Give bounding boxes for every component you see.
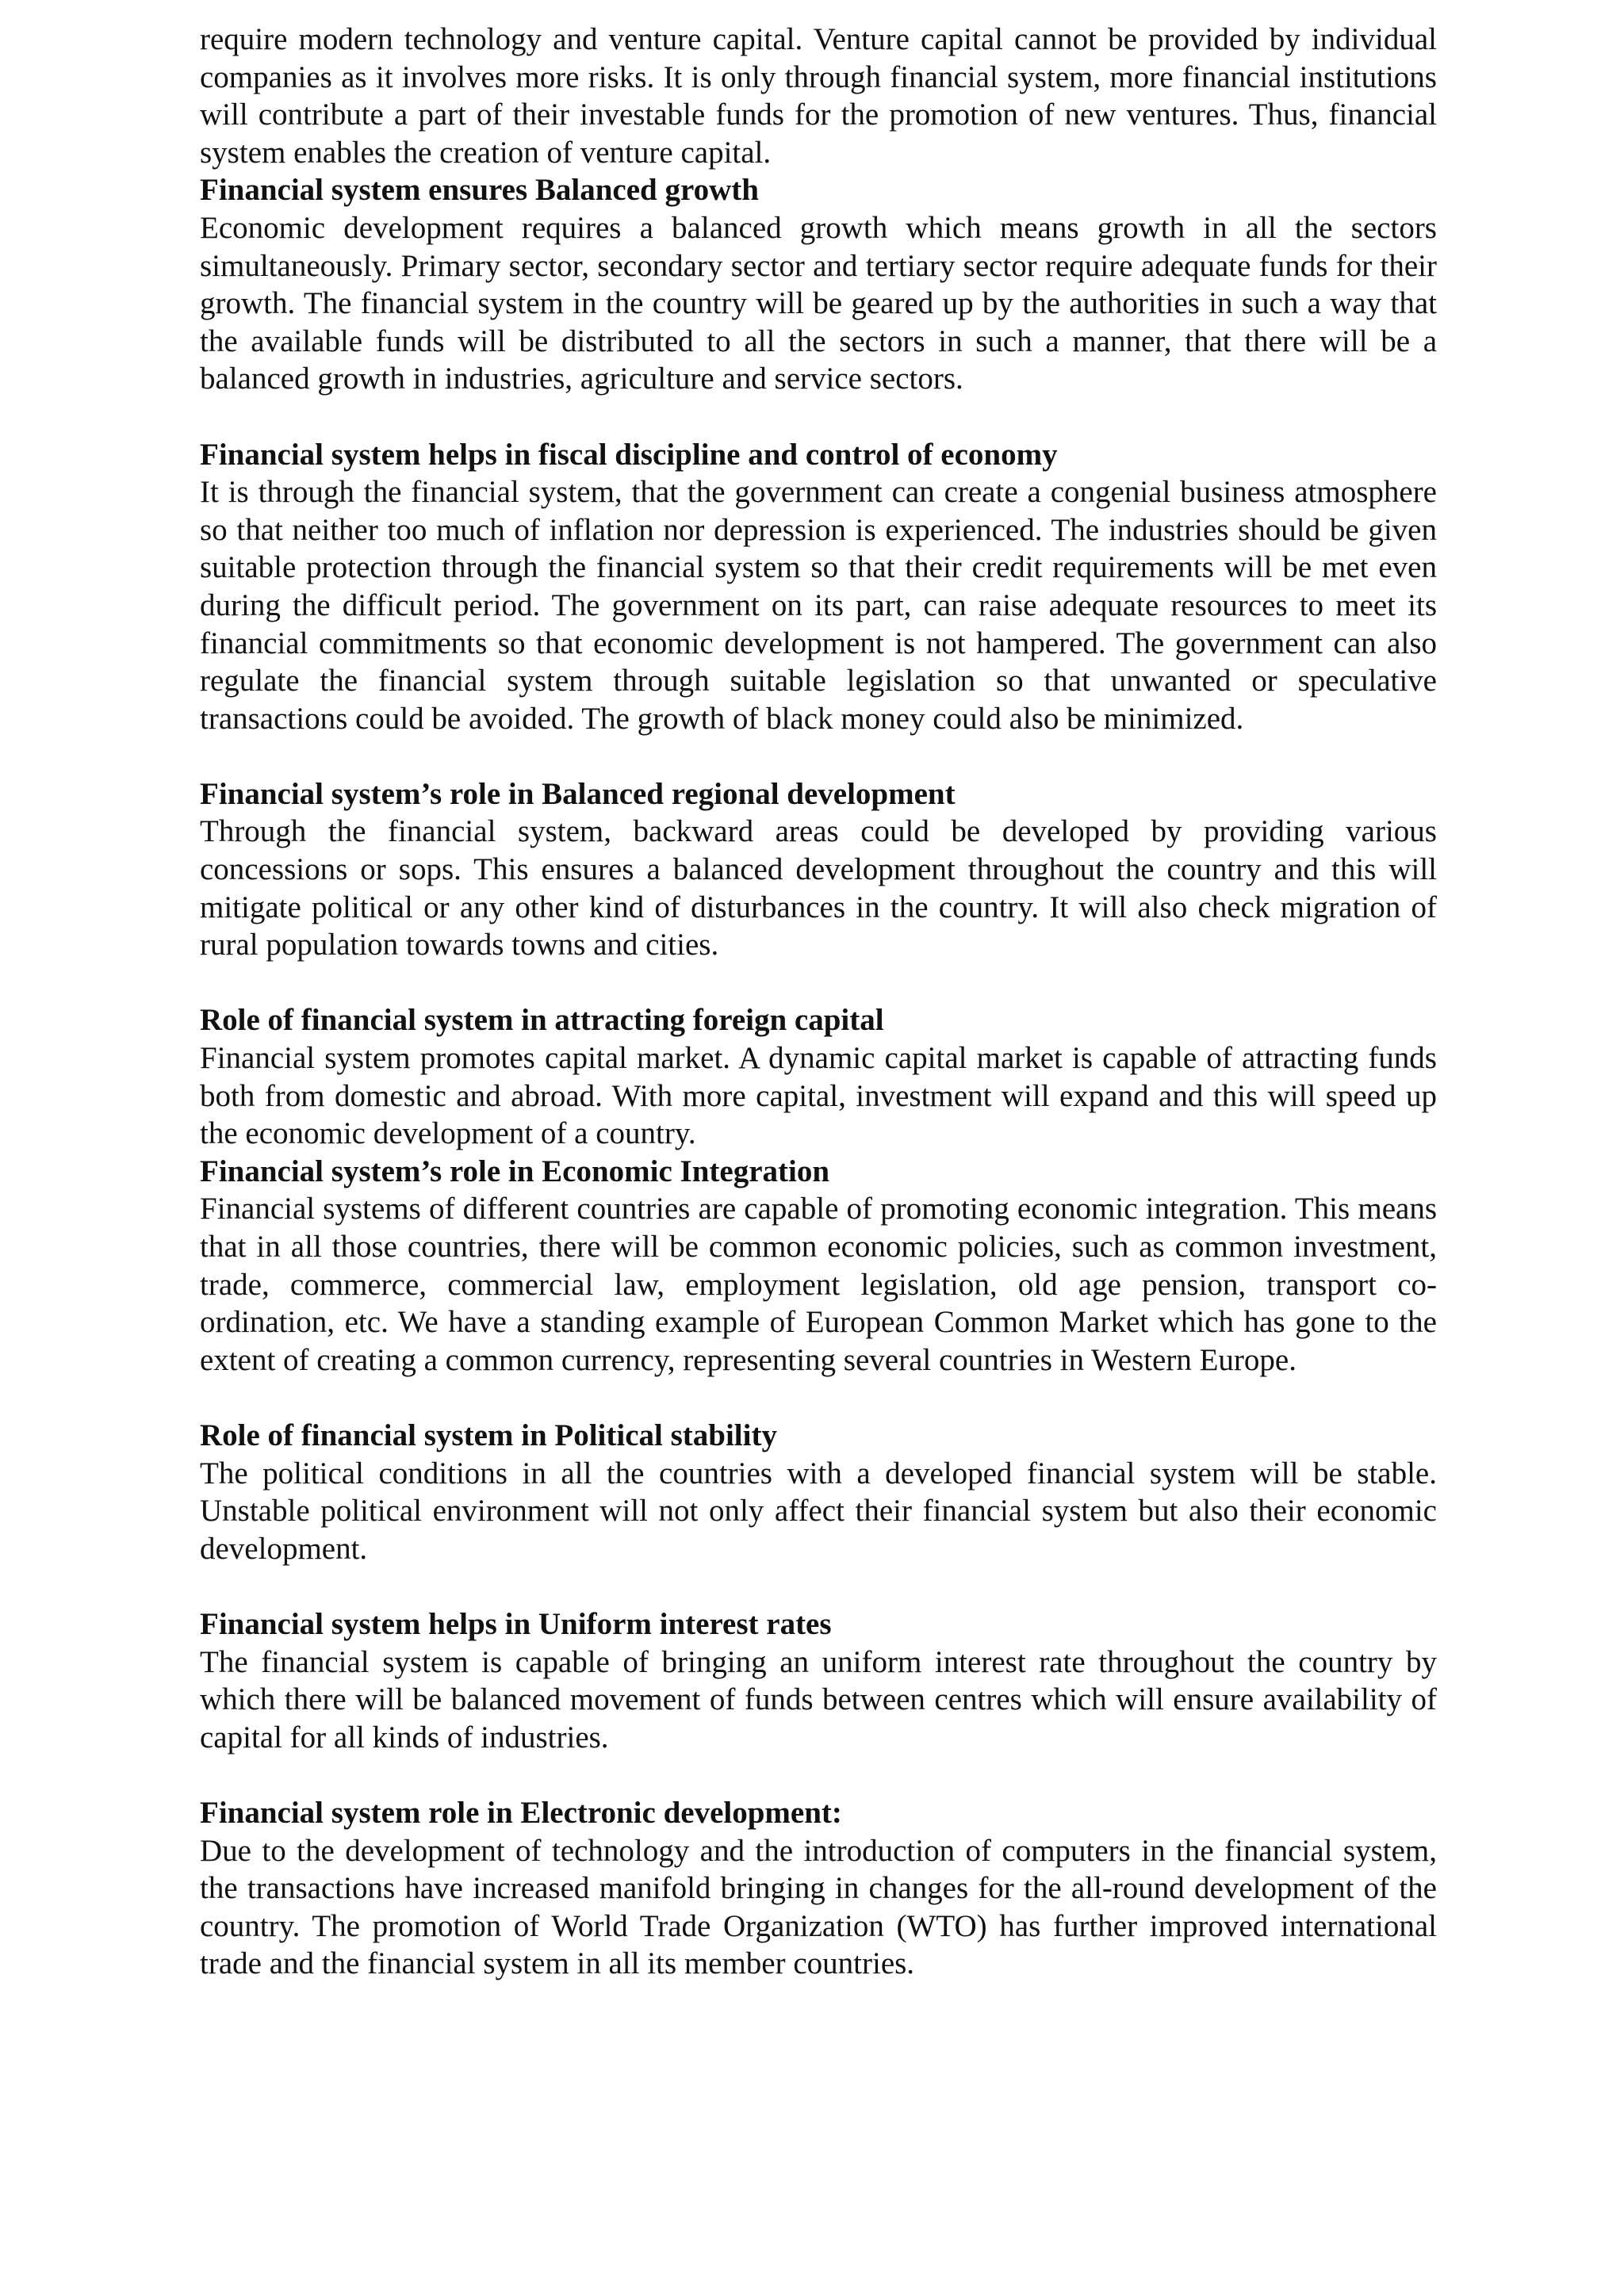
section-fiscal-discipline (200, 436, 1437, 738)
section-heading: Financial system ensures Balanced growth (200, 173, 759, 208)
section-body: Financial system promotes capital market. A dynamic capital market is capable of attracting funds both from domestic and abroad. With more capital, investment will expand and this will speed up the economic development of a country. (200, 1041, 1437, 1151)
document-page (200, 21, 1437, 1983)
section-body: Economic development requires a balanced growth which means growth in all the sectors simultaneously. Primary sector, secondary sector and tertiary sector require adequate funds for their growth. The financial system in the country will be geared up by the authorities in such a way that the available funds will be distributed to all the sectors in such a manner, that there will be a balanced growth in industries, agriculture and service sectors. (200, 210, 1437, 396)
section-balanced-growth (200, 171, 1437, 398)
section-heading: Role of financial system in attracting foreign capital (200, 1003, 884, 1038)
section-body: The political conditions in all the countries with a developed financial system will be stable. Unstable political environment will not only affect their financial system but also their economic development. (200, 1456, 1437, 1566)
section-body: Through the financial system, backward areas could be developed by providing various concessions or sops. This ensures a balanced development throughout the country and this will mitigate political or any other kind of disturbances in the country. It will also check migration of rural population towards towns and cities. (200, 814, 1437, 962)
section-political-stability (200, 1417, 1437, 1567)
section-regional-development (200, 775, 1437, 964)
section-body: It is through the financial system, that the government can create a congenial business atmosphere so that neither too much of inflation nor depression is experienced. The industries should be given suitable protection through the financial system so that their credit requirements will be met even during the difficult period. The government on its part, can raise adequate resources to meet its financial commitments so that economic development is not hampered. The government can also regulate the financial system through suitable legislation so that unwanted or speculative transactions could be avoided. The growth of black money could also be minimized. (200, 475, 1437, 736)
section-heading: Financial system’s role in Balanced regional development (200, 776, 956, 811)
section-heading: Financial system’s role in Economic Integration (200, 1154, 830, 1188)
section-heading: Financial system helps in Uniform interest rates (200, 1606, 832, 1641)
section-body: Due to the development of technology and the introduction of computers in the financial system, the transactions have increased manifold bringing in changes for the all-round development of the country. The promotion of World Trade Organization (WTO) has further improved international trade and the financial system in all its member countries. (200, 1833, 1437, 1981)
section-heading: Financial system helps in fiscal discipline and control of economy (200, 437, 1058, 472)
section-body: The financial system is capable of bringing an uniform interest rate throughout the country by which there will be balanced movement of funds between centres which will ensure availability of capital for all kinds of industries. (200, 1644, 1437, 1755)
intro-paragraph: require modern technology and venture capital. Venture capital cannot be provided by individual companies as it involves more risks. It is only through financial system, more financial institutions will contribute a part of their investable funds for the promotion of new ventures. Thus, financial system enables the creation of venture capital. (200, 22, 1437, 170)
section-heading: Financial system role in Electronic development: (200, 1795, 842, 1830)
section-heading: Role of financial system in Political stability (200, 1418, 777, 1452)
section-electronic-development (200, 1794, 1437, 1983)
section-body: Financial systems of different countries are capable of promoting economic integration. This means that in all those countries, there will be common economic policies, such as common investment, trade, commerce, commercial law, employment legislation, old age pension, transport co-ordination, etc. We have a standing example of European Common Market which has gone to the extent of creating a common currency, representing several countries in Western Europe. (200, 1192, 1437, 1377)
section-foreign-capital (200, 1001, 1437, 1152)
section-economic-integration (200, 1153, 1437, 1380)
section-uniform-interest-rates (200, 1605, 1437, 1756)
